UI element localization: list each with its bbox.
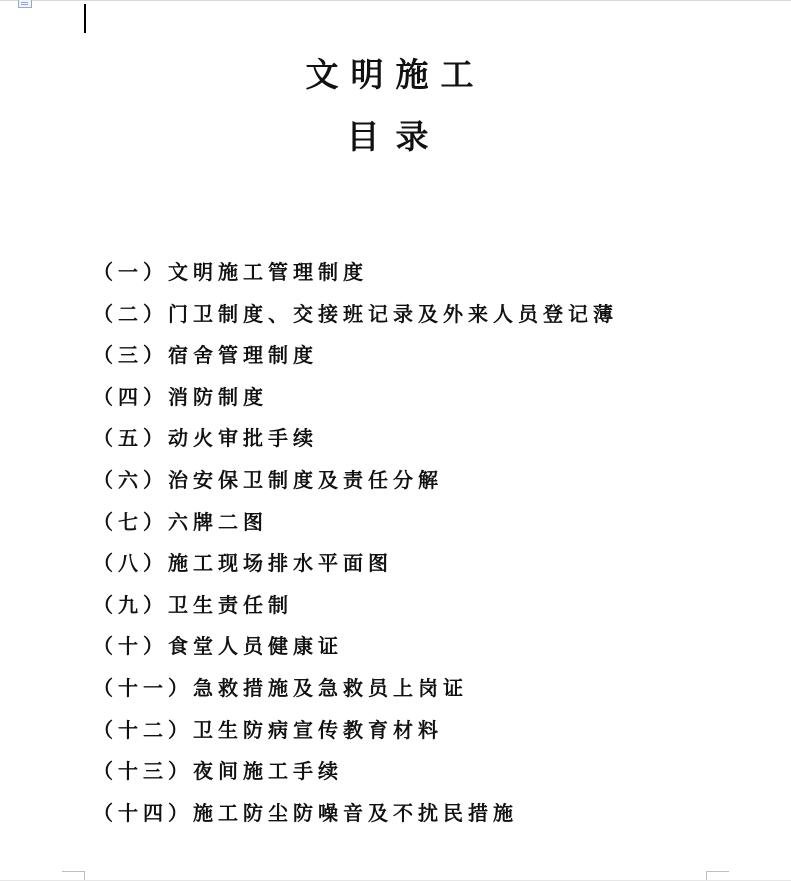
toc-item-1[interactable]: （一）文明施工管理制度 [93,260,368,284]
text-cursor [84,4,86,33]
toc-item-11[interactable]: （十一）急救措施及急救员上岗证 [93,675,468,700]
bottom-right-margin-mark [706,871,729,880]
table-of-contents [93,256,618,838]
document-icon [18,0,32,8]
page-top-border [0,0,791,1]
toc-item-12[interactable]: （十二）卫生防病宣传教育材料 [93,717,443,742]
toc-item-2[interactable]: （二）门卫制度、交接班记录及外来人员登记薄 [93,301,618,326]
toc-item-14[interactable]: （十四）施工防尘防噪音及不扰民措施 [93,800,518,825]
toc-item-10[interactable]: （十）食堂人员健康证 [93,634,343,659]
toc-item-4[interactable]: （四）消防制度 [93,384,268,409]
toc-item-6[interactable]: （六）治安保卫制度及责任分解 [93,467,443,492]
bottom-left-margin-mark [62,871,85,880]
toc-item-9[interactable]: （九）卫生责任制 [93,592,293,617]
document-subtitle: 目录 [346,117,445,156]
toc-item-8[interactable]: （八）施工现场排水平面图 [93,551,393,576]
toc-item-13[interactable]: （十三）夜间施工手续 [93,759,343,784]
document-title: 文明施工 [305,55,486,94]
toc-item-7[interactable]: （七）六牌二图 [93,509,268,534]
toc-item-5[interactable]: （五）动火审批手续 [93,426,318,451]
toc-item-3[interactable]: （三）宿舍管理制度 [93,343,318,368]
